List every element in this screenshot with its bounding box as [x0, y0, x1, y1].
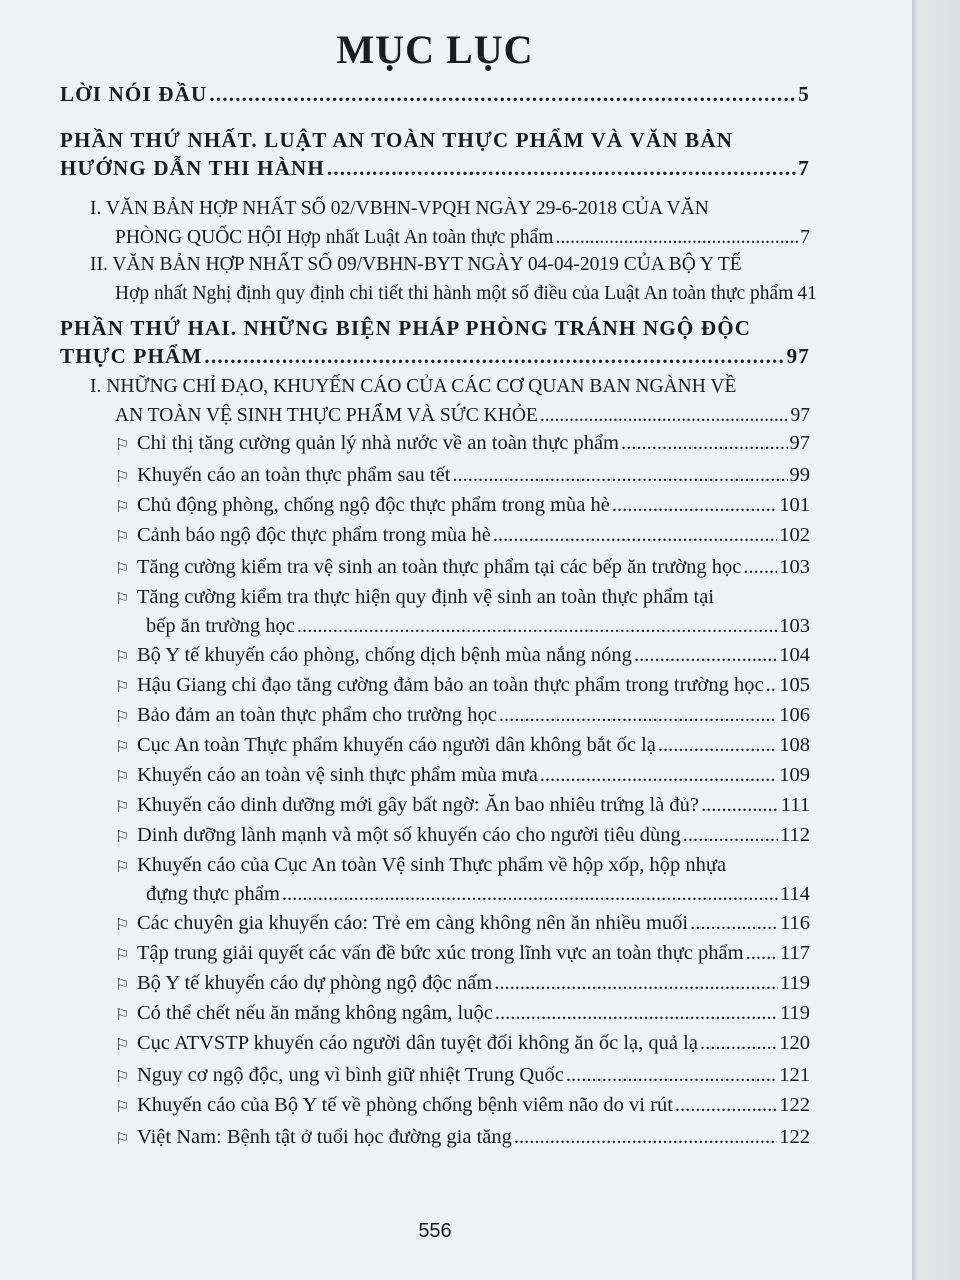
dot-leader [540, 764, 777, 787]
toc-entry-text: Chủ động phòng, chống ngộ độc thực phẩm trong mùa hè [137, 494, 610, 516]
flag-icon: ⚐ [115, 561, 130, 578]
flag-icon: ⚐ [115, 1131, 130, 1148]
toc-entry-text: Tập trung giải quyết các vấn đề bức xúc trong lĩnh vực an toàn thực phẩm [137, 942, 744, 964]
toc-page-number: 103 [779, 615, 810, 637]
flag-icon: ⚐ [115, 499, 130, 516]
flag-icon: ⚐ [115, 769, 130, 786]
dot-leader [634, 644, 777, 667]
dot-leader [499, 704, 777, 727]
toc-entry-text: Khuyến cáo của Bộ Y tế về phòng chống bệnh viêm não do vi rút [137, 1094, 673, 1116]
toc-page-number: 105 [779, 674, 810, 696]
flag-icon: ⚐ [115, 829, 130, 846]
dot-leader [683, 824, 778, 847]
toc-entry-text: Khuyến cáo an toàn vệ sinh thực phẩm mùa mưa [137, 764, 538, 786]
dot-leader [204, 344, 784, 369]
toc-entry-text: I. NHỮNG CHỈ ĐẠO, KHUYẾN CÁO CỦA CÁC CƠ QUAN BAN NGÀNH VỀ [90, 376, 737, 397]
toc-page-number: 97 [789, 432, 810, 454]
toc-entry-text: Bảo đảm an toàn thực phẩm cho trường học [137, 704, 497, 726]
toc-page-number: 104 [779, 644, 810, 666]
dot-leader [746, 942, 778, 965]
toc-page-number: 97 [786, 344, 810, 368]
dot-leader [743, 556, 777, 579]
toc-entry-text: Khuyến cáo an toàn thực phẩm sau tết [137, 464, 451, 486]
toc-entry-text: Có thể chết nếu ăn măng không ngâm, luộc [137, 1002, 493, 1024]
toc-page-number: 106 [779, 704, 810, 726]
toc-item [115, 644, 810, 673]
toc-page-number: 119 [780, 972, 810, 994]
toc-entry-text: PHẦN THỨ NHẤT. LUẬT AN TOÀN THỰC PHẨM VÀ VĂN BẢN [60, 128, 734, 152]
toc-entry-text: II. VĂN BẢN HỢP NHẤT SỐ 09/VBHN-BYT NGÀY 04-04-2019 CỦA BỘ Y TẾ [90, 254, 742, 275]
toc-item [115, 524, 810, 553]
toc-item [115, 1126, 810, 1155]
toc-entry-text: Việt Nam: Bệnh tật ở tuổi học đường gia tăng [137, 1126, 512, 1148]
toc-page-number: 111 [780, 794, 810, 816]
toc-item [115, 1032, 810, 1061]
flag-icon: ⚐ [115, 799, 130, 816]
toc-page-number: 41 [797, 283, 817, 304]
toc-item [115, 464, 810, 493]
dot-leader [540, 405, 789, 427]
toc-part [60, 128, 810, 184]
toc-entry-text: Bộ Y tế khuyến cáo dự phòng ngộ độc nấm [137, 972, 493, 994]
toc-page-number: 117 [780, 942, 810, 964]
dot-leader [621, 432, 788, 455]
dot-leader [701, 794, 779, 817]
dot-leader [566, 1064, 777, 1087]
toc-item [115, 1094, 810, 1123]
toc-entry-text: AN TOÀN VỆ SINH THỰC PHẨM VÀ SỨC KHỎE [115, 405, 538, 426]
toc-item [115, 942, 810, 971]
toc-item [115, 432, 810, 461]
toc-page-number: 114 [780, 883, 810, 905]
toc-part [60, 316, 810, 372]
dot-leader [675, 1094, 777, 1117]
flag-icon: ⚐ [115, 739, 130, 756]
dot-leader [700, 1032, 777, 1055]
toc-page-number: 5 [798, 82, 810, 106]
flag-icon: ⚐ [115, 529, 130, 546]
toc-entry-text: LỜI NÓI ĐẦU [60, 82, 208, 106]
dot-leader [493, 524, 777, 547]
flag-icon: ⚐ [115, 591, 130, 608]
toc-entry-text: HƯỚNG DẪN THI HÀNH [60, 156, 325, 180]
flag-icon: ⚐ [115, 709, 130, 726]
toc-item [115, 912, 810, 941]
dot-leader [494, 972, 778, 995]
toc-item [115, 1002, 810, 1031]
flag-icon: ⚐ [115, 469, 130, 486]
toc-page-number: 112 [780, 824, 810, 846]
page-number: 556 [418, 1220, 452, 1242]
dot-leader [327, 156, 796, 181]
toc-entry-text: Hậu Giang chỉ đạo tăng cường đảm bảo an toàn thực phẩm trong trường học [137, 674, 764, 696]
toc-item [115, 734, 810, 763]
toc-entry-text: Cục An toàn Thực phẩm khuyến cáo người dân không bắt ốc lạ [137, 734, 656, 756]
toc-entry-text: Dinh dưỡng lành mạnh và một số khuyến cáo cho người tiêu dùng [137, 824, 681, 846]
toc-section [90, 376, 810, 434]
toc-entry-text: Cảnh báo ngộ độc thực phẩm trong mùa hè [137, 524, 491, 546]
toc-item [115, 794, 810, 823]
toc-entry-text: Tăng cường kiểm tra thực hiện quy định vệ sinh an toàn thực phẩm tại [137, 586, 715, 608]
toc-section [90, 198, 810, 256]
toc-page-number: 119 [780, 1002, 810, 1024]
toc-entry-text: Cục ATVSTP khuyến cáo người dân tuyệt đối không ăn ốc lạ, quả lạ [137, 1032, 698, 1054]
dot-leader [452, 464, 787, 487]
toc-entry-text: Khuyến cáo dinh dưỡng mới gây bất ngờ: Ăn bao nhiêu trứng là đủ? [137, 794, 700, 816]
dot-leader [612, 494, 777, 517]
toc-item [115, 972, 810, 1001]
toc-item [115, 556, 810, 585]
toc-section [90, 254, 817, 312]
dot-leader [766, 674, 778, 697]
flag-icon: ⚐ [115, 1007, 130, 1024]
page-title: MỤC LỤC [336, 27, 534, 72]
toc-entry-text: THỰC PHẨM [60, 344, 203, 368]
toc-entry-text: bếp ăn trường học [146, 615, 295, 637]
toc-page-number: 122 [779, 1094, 810, 1116]
dot-leader [495, 1002, 778, 1025]
toc-page-number: 103 [779, 556, 810, 578]
toc-part [60, 82, 810, 110]
toc-entry-text: Các chuyên gia khuyến cáo: Trẻ em càng không nên ăn nhiều muối [137, 912, 689, 934]
dot-leader [514, 1126, 777, 1149]
toc-page-number: 122 [779, 1126, 810, 1148]
toc-entry-text: Khuyến cáo của Cục An toàn Vệ sinh Thực phẩm về hộp xốp, hộp nhựa [137, 854, 727, 876]
toc-entry-text: Nguy cơ ngộ độc, ung vì bình giữ nhiệt Trung Quốc [137, 1064, 564, 1086]
flag-icon: ⚐ [115, 1069, 130, 1086]
toc-page-number: 109 [779, 764, 810, 786]
toc-page-number: 121 [779, 1064, 810, 1086]
dot-leader [658, 734, 777, 757]
toc-page-number: 101 [779, 494, 810, 516]
toc-item [115, 1064, 810, 1093]
flag-icon: ⚐ [115, 649, 130, 666]
toc-entry-text: Hợp nhất Nghị định quy định chi tiết thi hành một số điều của Luật An toàn thực phẩm [115, 283, 794, 304]
toc-item [115, 494, 810, 523]
dot-leader [209, 82, 796, 107]
toc-entry-text: PHẦN THỨ HAI. NHỮNG BIỆN PHÁP PHÒNG TRÁNH NGỘ ĐỘC [60, 316, 752, 340]
toc-entry-text: đựng thực phẩm [146, 883, 280, 905]
dot-leader [297, 615, 777, 638]
toc-page-number: 97 [790, 405, 810, 426]
page-edge [912, 0, 960, 1280]
flag-icon: ⚐ [115, 917, 130, 934]
toc-page-number: 108 [779, 734, 810, 756]
toc-item [115, 854, 810, 912]
toc-item [115, 586, 810, 644]
toc-entry-text: Bộ Y tế khuyến cáo phòng, chống dịch bệnh mùa nắng nóng [137, 644, 632, 666]
toc-entry-text: I. VĂN BẢN HỢP NHẤT SỐ 02/VBHN-VPQH NGÀY 29-6-2018 CỦA VĂN [90, 198, 709, 219]
toc-item [115, 764, 810, 793]
flag-icon: ⚐ [115, 859, 130, 876]
dot-leader [282, 883, 778, 906]
toc-item [115, 704, 810, 733]
toc-page-number: 7 [798, 156, 810, 180]
flag-icon: ⚐ [115, 947, 130, 964]
toc-page-number: 116 [780, 912, 810, 934]
dot-leader [555, 227, 798, 249]
toc-entry-text: PHÒNG QUỐC HỘI Hợp nhất Luật An toàn thực phẩm [115, 227, 554, 248]
flag-icon: ⚐ [115, 437, 130, 454]
dot-leader [690, 912, 778, 935]
toc-page-number: 99 [789, 464, 810, 486]
flag-icon: ⚐ [115, 1099, 130, 1116]
toc-page-number: 102 [779, 524, 810, 546]
toc-page-number: 120 [779, 1032, 810, 1054]
flag-icon: ⚐ [115, 679, 130, 696]
flag-icon: ⚐ [115, 977, 130, 994]
toc-item [115, 824, 810, 853]
toc-item [115, 674, 810, 703]
flag-icon: ⚐ [115, 1037, 130, 1054]
toc-entry-text: Tăng cường kiểm tra vệ sinh an toàn thực phẩm tại các bếp ăn trường học [137, 556, 742, 578]
toc-page-number: 7 [800, 227, 810, 248]
toc-entry-text: Chỉ thị tăng cường quản lý nhà nước về an toàn thực phẩm [137, 432, 619, 454]
